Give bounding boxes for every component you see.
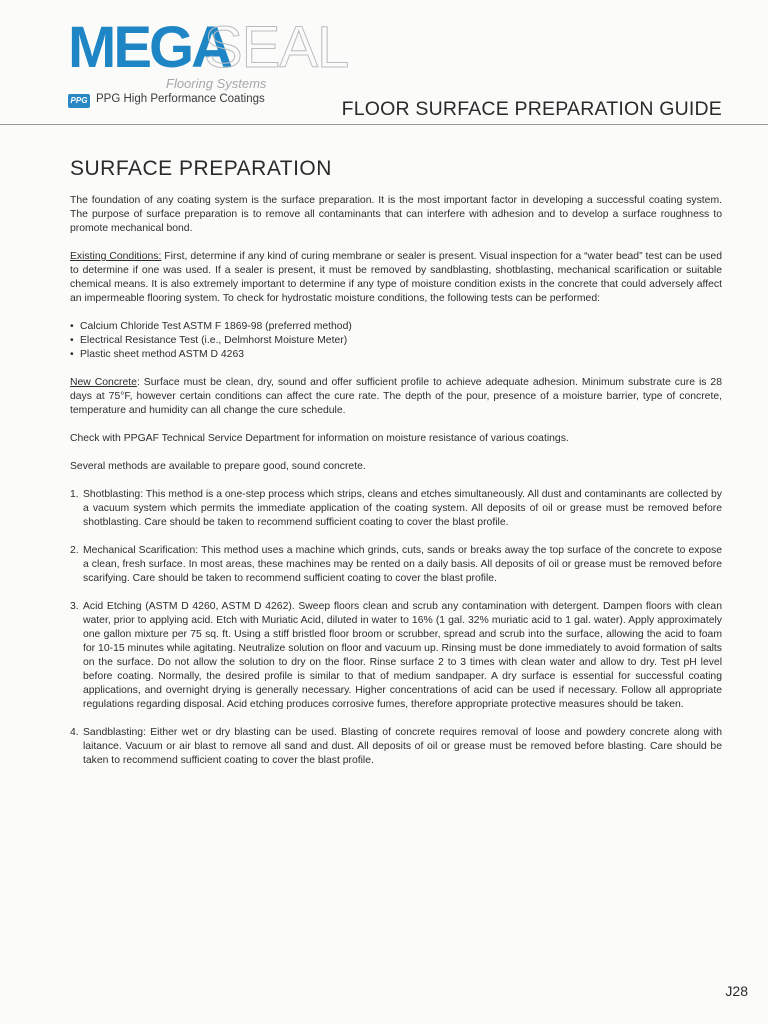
list-item: • Plastic sheet method ASTM D 4263 bbox=[70, 348, 722, 362]
page-header bbox=[0, 0, 768, 126]
preparation-methods-list bbox=[70, 488, 722, 768]
logo-subtitle: Flooring Systems bbox=[166, 76, 267, 91]
new-concrete-text: : Surface must be clean, dry, sound and offer sufficient profile to achieve adequate adhesion. Minimum substrate cure is 28 days at 75°F, however certain conditions can affect the cure rate. The depth of the pour, presence of a moisture barrier, type of concrete, temperature and humidity can all change the cure schedule. bbox=[70, 377, 722, 416]
header-divider bbox=[0, 124, 768, 125]
section-title: SURFACE PREPARATION bbox=[70, 157, 332, 180]
existing-conditions-paragraph bbox=[70, 250, 722, 306]
megaseal-logo bbox=[68, 14, 349, 114]
logo-seal-text: SEAL bbox=[204, 15, 349, 80]
list-item bbox=[70, 544, 722, 586]
list-item-text: Shotblasting: This method is a one-step process which strips, cleans and etches simultaneously. All dust and contaminants are collected by a vacuum system which permits the immediate application of the coating system. All deposits of oil or grease must be removed before shotblasting. Care should be taken to recommend sufficient coating to cover the blast profile. bbox=[83, 489, 722, 528]
list-item bbox=[70, 600, 722, 712]
list-item-number: 4. bbox=[70, 727, 79, 738]
check-paragraph: Check with PPGAF Technical Service Department for information on moisture resistance of various coatings. bbox=[70, 433, 569, 444]
list-item-text: Sandblasting: Either wet or dry blasting can be used. Blasting of concrete requires removal of loose and powdery concrete along with laitance. Vacuum or air blast to remove all sand and dust. All deposits of oil or grease must be removed before blasting. Care should be taken to recommend sufficient coating to cover the blast profile. bbox=[83, 727, 722, 766]
list-item: • Electrical Resistance Test (i.e., Delmhorst Moisture Meter) bbox=[70, 334, 722, 348]
new-concrete-paragraph bbox=[70, 376, 722, 418]
list-item bbox=[70, 726, 722, 768]
logo-mega-text: MEGA bbox=[68, 15, 230, 80]
list-item-number: 1. bbox=[70, 489, 79, 500]
ppg-logo-icon: PPG bbox=[68, 94, 90, 108]
new-concrete-label: New Concrete bbox=[70, 377, 137, 388]
moisture-test-list bbox=[70, 320, 722, 362]
ppg-tagline: PPG High Performance Coatings bbox=[96, 93, 265, 105]
list-item-number: 2. bbox=[70, 545, 79, 556]
list-item-text: Acid Etching (ASTM D 4260, ASTM D 4262). Sweep floors clean and scrub any contamination with detergent. Dampen floors with clean water, prior to applying acid. Etch with Muriatic Acid, diluted in water to 16% (1 gal. 32% muriatic acid to 1 gal. water). Apply approximately one gallon mixture per 75 sq. ft. Using a stiff bristled floor broom or scrubber, spread and scrub into the surface, allowing the acid to foam for 10-15 minutes while agitating. Neutralize solution on floor and vacuum up. Rinsing must be done immediately to avoid formation of salts on the surface. Do not allow the solution to dry on the floor. Rinse surface 2 to 3 times with clean water and allow to dry. Test pH level before coating. Normally, the desired profile is similar to that of medium sandpaper. A dry surface is essential for successful coating applications, and overnight drying is generally necessary. Higher concentrations of acid can be used if necessary. Follow all appropriate regulations regarding disposal. Acid etching produces corrosive fumes, therefore appropriate protective measures should be taken. bbox=[83, 601, 722, 710]
guide-title: FLOOR SURFACE PREPARATION GUIDE bbox=[341, 98, 722, 120]
list-item-text: Mechanical Scarification: This method uses a machine which grinds, cuts, sands or breaks away the top surface of the concrete to expose a clean, fresh surface. In most areas, these machines may be rented on a daily basis. All deposits of oil or grease must be removed before scarifying. Care should be taken to recommend sufficient coating to cover the blast profile. bbox=[83, 545, 722, 584]
list-item-number: 3. bbox=[70, 601, 79, 612]
list-item: • Calcium Chloride Test ASTM F 1869-98 (preferred method) bbox=[70, 320, 722, 334]
several-methods-paragraph: Several methods are available to prepare good, sound concrete. bbox=[70, 461, 366, 472]
list-item bbox=[70, 488, 722, 530]
page-number: J28 bbox=[725, 983, 748, 999]
document-body bbox=[70, 156, 722, 782]
intro-paragraph: The foundation of any coating system is the surface preparation. It is the most important factor in developing a successful coating system. The purpose of surface preparation is to remove all contaminants that can interfere with adhesion and to develop a surface roughness to promote mechanical bond. bbox=[70, 195, 722, 234]
existing-conditions-label: Existing Conditions: bbox=[70, 251, 162, 262]
existing-conditions-text: First, determine if any kind of curing membrane or sealer is present. Visual inspection for a “water bead” test can be used to determine if one was used. If a sealer is present, it must be removed by sandblasting, shotblasting, mechanical scarification or suitable chemical means. It is also extremely important to determine if any type of moisture condition exists in the concrete that could adversely affect an impermeable flooring system. To check for hydrostatic moisture conditions, the following tests can be performed: bbox=[70, 251, 722, 304]
